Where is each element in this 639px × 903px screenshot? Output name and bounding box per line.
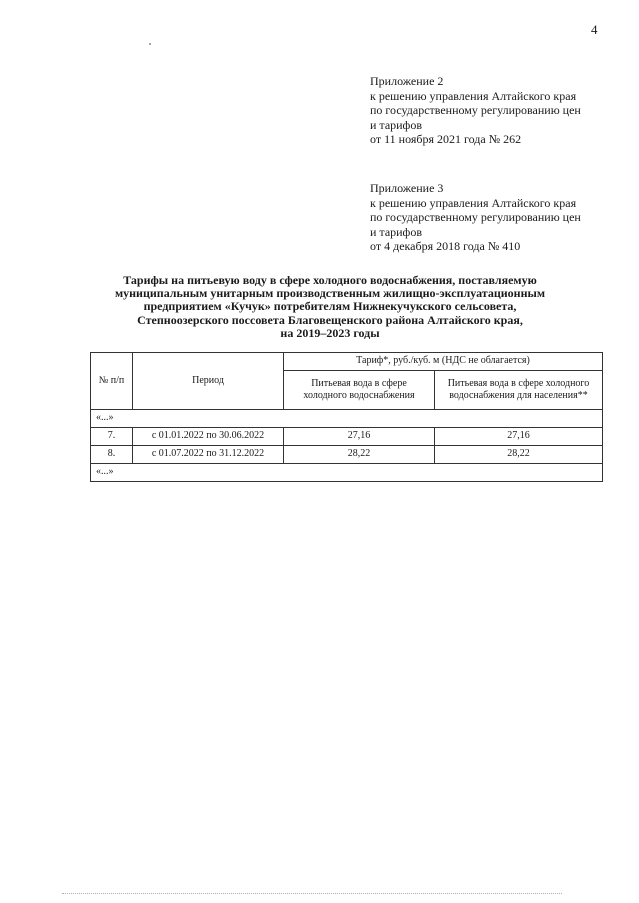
row-number: 8. — [91, 446, 133, 464]
table-row — [91, 446, 603, 464]
row-tariff-population: 28,22 — [435, 446, 603, 464]
appendix-3-line: от 4 декабря 2018 года № 410 — [370, 239, 521, 254]
header-population-line: Питьевая вода в сфере холодного — [447, 377, 590, 389]
document-title — [95, 274, 565, 340]
page-number: 4 — [591, 22, 598, 37]
row-period: с 01.07.2022 по 31.12.2022 — [133, 446, 284, 464]
ellipsis-cell: «...» — [91, 464, 603, 482]
appendix-2-line: Приложение 2 — [370, 74, 444, 88]
appendix-2-line: и тарифов — [370, 117, 423, 132]
header-drinking-water — [284, 371, 435, 410]
footer-rule — [62, 893, 562, 894]
title-line: на 2019–2023 годы — [280, 325, 380, 340]
title-line: муниципальным унитарным производственным жилищно-эксплуатационным — [114, 286, 546, 301]
appendix-2-block — [370, 74, 581, 147]
row-number: 7. — [91, 428, 133, 446]
appendix-3-line: по государственному регулированию цен — [370, 210, 581, 225]
row-period: с 01.01.2022 по 30.06.2022 — [133, 428, 284, 446]
title-line: Тарифы на питьевую воду в сфере холодного водоснабжения, поставляемую — [123, 273, 537, 287]
appendix-3-line: Приложение 3 — [370, 181, 444, 195]
appendix-3-line: и тарифов — [370, 224, 423, 239]
appendix-2-line: от 11 ноября 2021 года № 262 — [370, 132, 522, 147]
header-population-line: водоснабжения для населения** — [449, 390, 588, 401]
appendix-3-block — [370, 181, 581, 254]
header-tariff: Тариф*, руб./куб. м (НДС не облагается) — [284, 353, 603, 371]
header-drinking-water-population — [435, 371, 603, 410]
table-row — [91, 428, 603, 446]
header-drinking-water-line: Питьевая вода в сфере — [311, 377, 407, 389]
appendix-3-line: к решению управления Алтайского края — [370, 195, 577, 210]
table-row-ellipsis — [91, 410, 603, 428]
appendix-2-line: по государственному регулированию цен — [370, 103, 581, 118]
scan-speck — [149, 43, 151, 45]
ellipsis-cell: «...» — [91, 410, 603, 428]
header-number: № п/п — [91, 353, 133, 410]
title-line: предприятием «Кучук» потребителям Нижнекучукского сельсовета, — [143, 299, 517, 314]
table-row-ellipsis — [91, 464, 603, 482]
appendix-2-line: к решению управления Алтайского края — [370, 88, 577, 103]
row-tariff-population: 27,16 — [435, 428, 603, 446]
row-tariff-drinking-water: 28,22 — [284, 446, 435, 464]
header-period: Период — [133, 353, 284, 410]
tariff-table — [90, 352, 603, 482]
header-drinking-water-line: холодного водоснабжения — [303, 390, 415, 401]
row-tariff-drinking-water: 27,16 — [284, 428, 435, 446]
title-line: Степноозерского поссовета Благовещенского района Алтайского края, — [137, 312, 523, 327]
